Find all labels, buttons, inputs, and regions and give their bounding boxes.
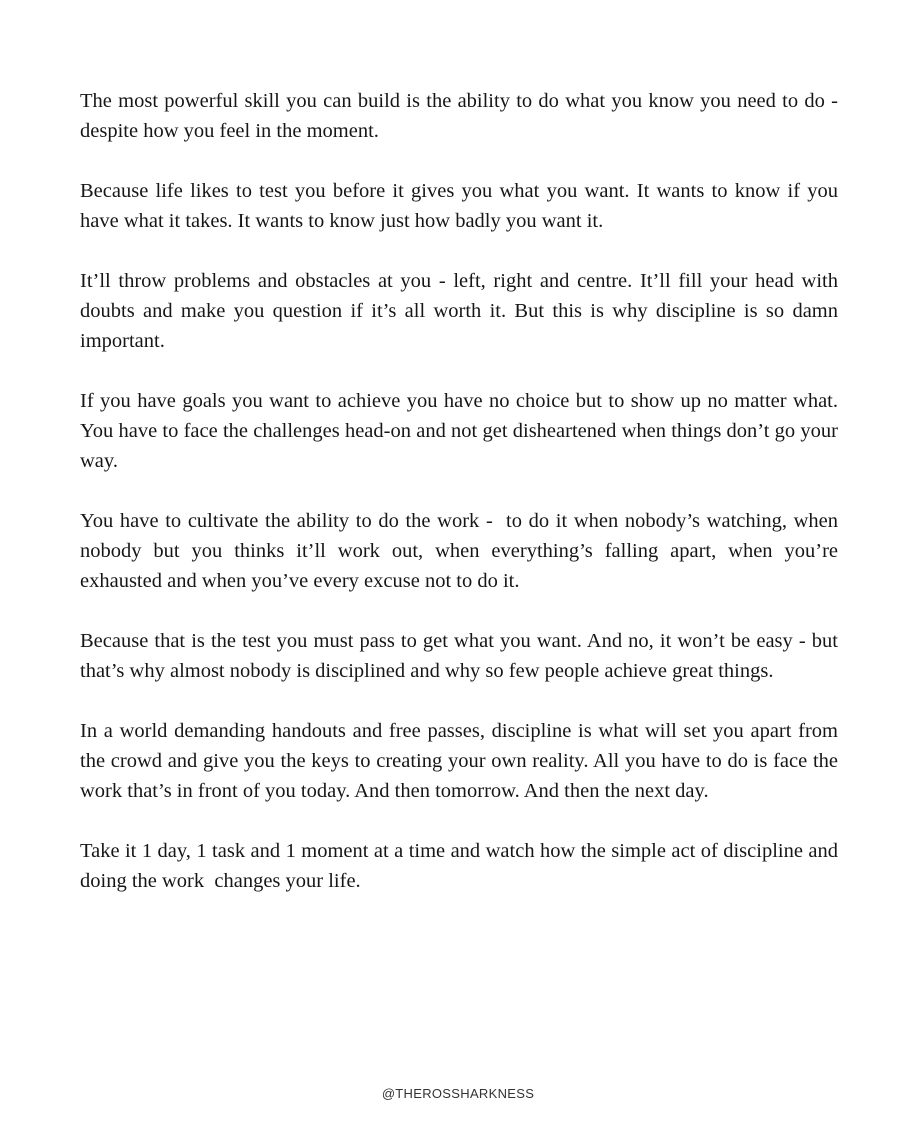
paragraph-4: If you have goals you want to achieve you have no choice but to show up no matter what. You have to face the challenges head-on and not get disheartened when things don’t go your way. <box>80 390 844 472</box>
paragraph-2: Because life likes to test you before it gives you what you want. It wants to know if you have what it takes. It wants to know just how badly you want it. <box>80 180 844 232</box>
article-body <box>80 86 844 896</box>
paragraph-7: In a world demanding handouts and free passes, discipline is what will set you apart from the crowd and give you the keys to creating your own reality. All you have to do is face the work that’s in front of you today. And then tomorrow. And then the next day. <box>80 720 844 802</box>
paragraph-5: You have to cultivate the ability to do the work - to do it when nobody’s watching, when nobody but you thinks it’ll work out, when everything’s falling apart, when you’re exhausted and when you’ve every excuse not to do it. <box>80 510 844 592</box>
paragraph-6: Because that is the test you must pass to get what you want. And no, it won’t be easy - but that’s why almost nobody is disciplined and why so few people achieve great things. <box>80 630 844 682</box>
paragraph-8: Take it 1 day, 1 task and 1 moment at a time and watch how the simple act of discipline and doing the work changes your life. <box>80 840 844 892</box>
author-handle: @THEROSSHARKNESS <box>381 1086 535 1101</box>
paragraph-3: It’ll throw problems and obstacles at you - left, right and centre. It’ll fill your head with doubts and make you question if it’s all worth it. But this is why discipline is so damn important. <box>80 270 844 352</box>
paragraph-1: The most powerful skill you can build is the ability to do what you know you need to do - despite how you feel in the moment. <box>80 90 844 142</box>
